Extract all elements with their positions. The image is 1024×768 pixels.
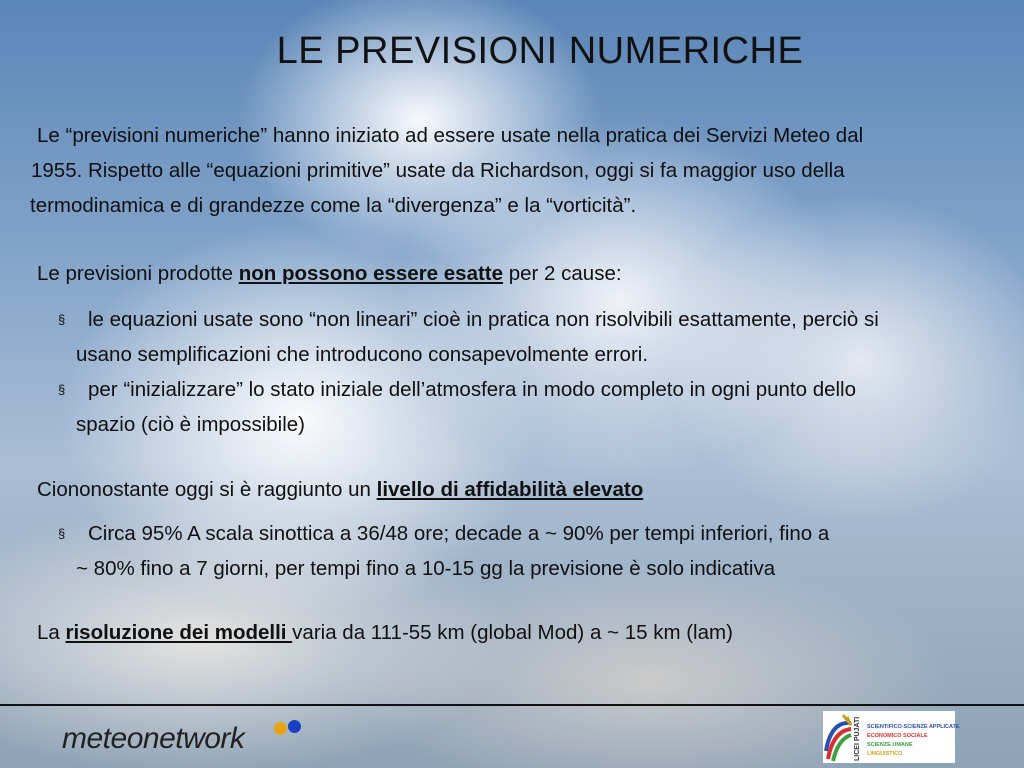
- licei-pujati-logo: [823, 711, 960, 763]
- logo-line: SCIENTIFICO-SCIENZE APPLICATE: [867, 724, 960, 730]
- text: per 2 cause:: [503, 262, 622, 285]
- bullet-icon: §: [58, 312, 66, 327]
- text-line: usano semplificazioni che introducono consapevolmente errori.: [76, 343, 649, 366]
- emphasis: risoluzione dei modelli: [65, 621, 293, 644]
- emphasis: non possono essere esatte: [238, 262, 504, 285]
- intro-paragraph: [30, 118, 864, 223]
- text: La: [37, 621, 66, 644]
- resolution-paragraph: [37, 615, 733, 650]
- logo-dot-blue: [288, 720, 301, 733]
- text: Circa 95% A scala sinottica a 36/48 ore; decade a ~ 90% per tempi inferiori, fino a: [88, 522, 830, 545]
- logo-dot-orange: [274, 722, 287, 735]
- list-item: [58, 516, 829, 551]
- causes-list: [58, 302, 879, 442]
- list-item: [58, 302, 879, 337]
- text: Ciononostante oggi si è raggiunto un: [37, 478, 377, 501]
- text: le equazioni usate sono “non lineari” cioè in pratica non risolvibili esattamente, perciò si: [88, 308, 879, 331]
- text-line: Le “previsioni numeriche” hanno iniziato ad essere usate nella pratica dei Servizi Meteo dal: [37, 124, 864, 147]
- bullet-icon: §: [58, 382, 66, 397]
- text-line: 1955. Rispetto alle “equazioni primitive” usate da Richardson, oggi si fa maggior uso della: [31, 159, 845, 182]
- footer-divider: [0, 704, 1024, 706]
- list-item: [58, 372, 879, 407]
- text-line: spazio (ciò è impossibile): [76, 413, 306, 436]
- logo-line: LINGUISTICO: [867, 751, 903, 757]
- text: Le previsioni prodotte: [37, 262, 239, 285]
- reliability-paragraph: [37, 472, 643, 507]
- text-line: ~ 80% fino a 7 giorni, per tempi fino a 10-15 gg la previsione è solo indicativa: [76, 557, 776, 580]
- slide-title: LE PREVISIONI NUMERICHE: [276, 30, 804, 72]
- logo-line: ECONOMICO SOCIALE: [867, 733, 928, 739]
- reliability-list: [58, 516, 829, 586]
- meteonetwork-logo: meteonetwork: [62, 722, 245, 755]
- text: per “inizializzare” lo stato iniziale dell’atmosfera in modo completo in ogni punto dello: [88, 378, 857, 401]
- text-line: termodinamica e di grandezze come la “divergenza” e la “vorticità”.: [30, 194, 637, 217]
- bullet-icon: §: [58, 526, 66, 541]
- logo-vertical-text: LICEI PUJATI: [854, 716, 861, 761]
- logo-line: SCIENZE UMANE: [867, 742, 913, 748]
- emphasis: livello di affidabilità elevato: [376, 478, 644, 501]
- causes-paragraph: [37, 256, 622, 291]
- swirl-icon: [823, 711, 853, 763]
- text: varia da 111-55 km (global Mod) a ~ 15 km (lam): [292, 621, 733, 644]
